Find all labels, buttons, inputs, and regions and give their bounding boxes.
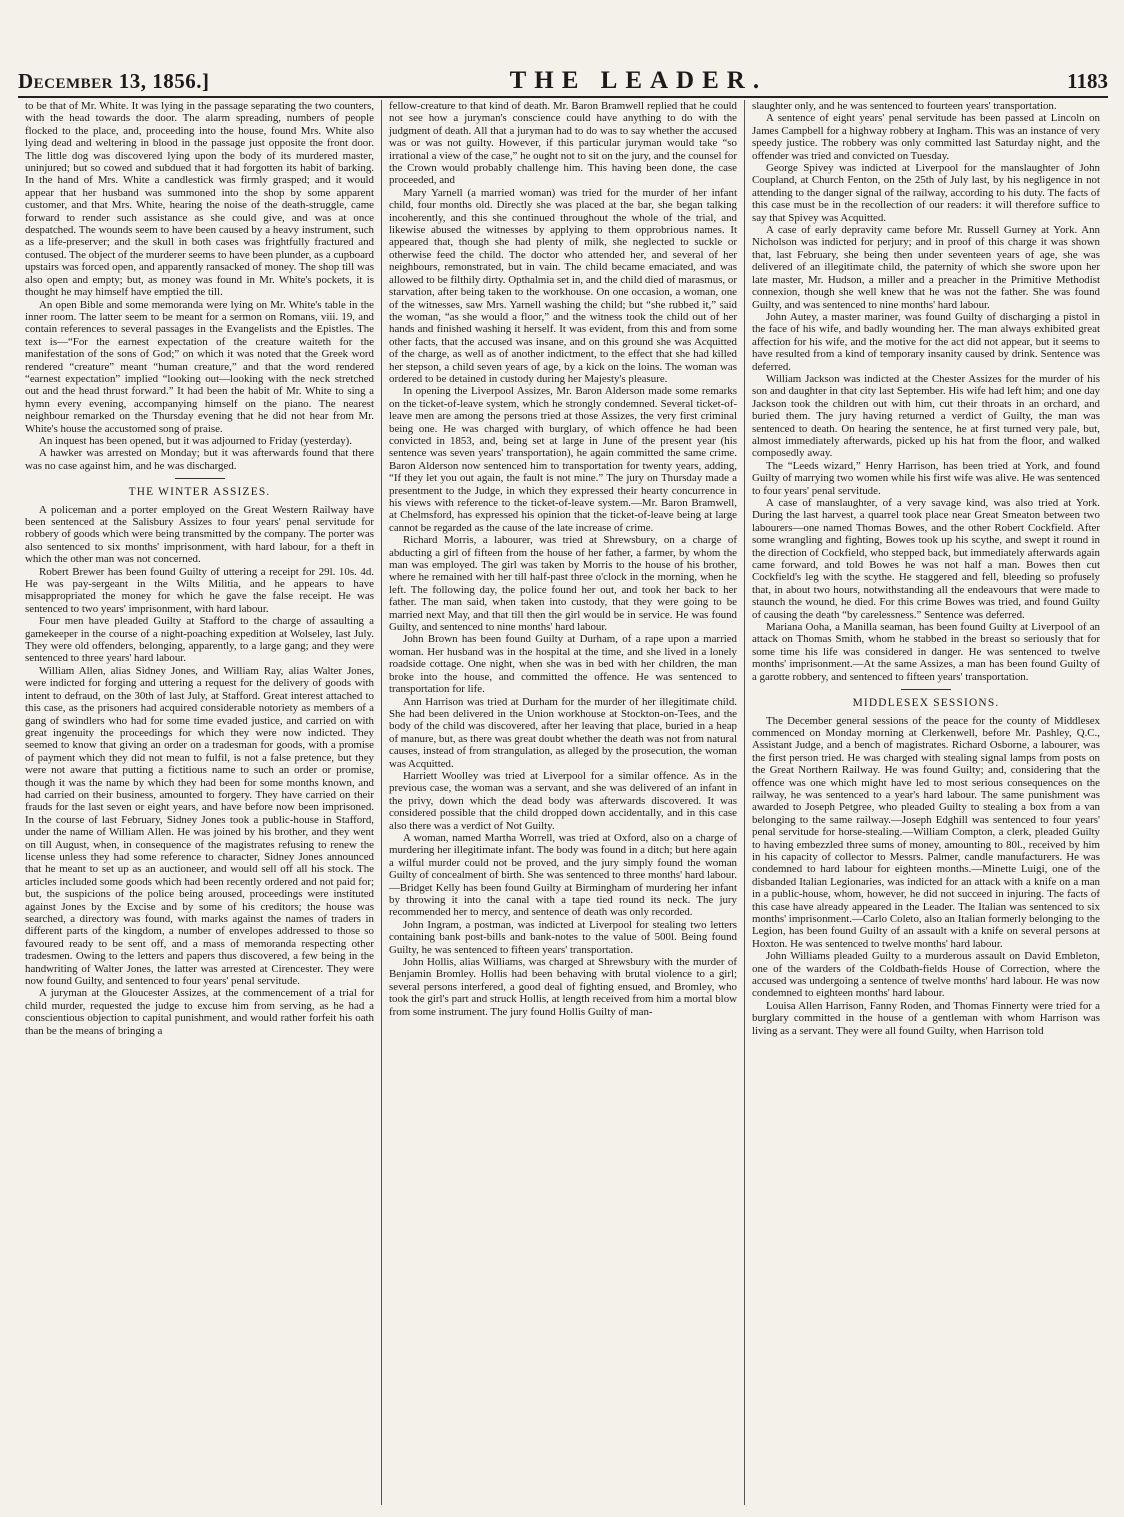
section-divider — [901, 689, 951, 690]
paragraph: John Autey, a master mariner, was found Guilty of discharging a pistol in the face of his wife, and badly wounding her. The man always exhibited great affection for his wife, and the motive for the act did not appear, but it seems to have resulted from a kind of temporary insanity caused by drink. Sentence was deferred. — [752, 310, 1100, 373]
paragraph: The December general sessions of the peace for the county of Middlesex commenced on Monday morning at Clerkenwell, before Mr. Pashley, Q.C., Assistant Judge, and a bench of magistrates. Richard Osborne, a labourer, was the first person tried. He was charged with stealing signal lamps from posts on the Great Northern Railway. He was found Guilty; and, considering that the offence was one which might have led to most serious consequences on the railway, he was sentenced to a year's hard labour. The same punishment was awarded to Joseph Petgree, who pleaded Guilty to stealing a box from a van belonging to the same railway.—Joseph Edghill was sentenced to four years' penal servitude for horse-stealing.—William Compton, a clerk, pleaded Guilty to having embezzled three sums of money, amounting to 80l., received by him in his capacity of collector to Messrs. Palmer, candle manufacturers. He was condemned to hard labour for eighteen months.—Minette Luigi, one of the disbanded Italian Legionaries, was indicted for an attack with a knife on a man in a public-house, whom, however, he did not succeed in injuring. The facts of this case have already appeared in the Leader. The Italian was sentenced to six months' imprisonment.—Carlo Coleto, also an Italian formerly belonging to the Legion, has been found Guilty of an assault with a knife on several persons at Hoxton. He was sentenced to twelve months' hard labour. — [752, 714, 1100, 950]
paragraph: Four men have pleaded Guilty at Stafford to the charge of assaulting a gamekeeper in the course of a night-poaching expedition at Wolseley, last July. They were old offenders, belonging, apparently, to a large gang; and they were sentenced to three years' hard labour. — [25, 615, 374, 665]
paragraph: William Allen, alias Sidney Jones, and William Ray, alias Walter Jones, were indicted for forging and uttering a request for the delivery of goods with intent to defraud, on the 30th of last July, at Stafford. Great interest attached to this case, as the prisoners had acquired considerable notoriety as members of a gang of swindlers who had for some time evaded justice, and carried on with great ingenuity the proceedings for which they were now indicted. They seemed to know that giving an order on a tradesman for goods, with a promise of payment which they did not mean to fulfil, is not a false pretence, but they were not aware that putting a fictitious name to such an order or promise, though it was the name by which they had been for some months known, and had carried on their business, amounted to forgery. They have carried on their frauds for the last seven or eight years, and have before now been imprisoned. In the course of last February, Sidney Jones took a public-house in Stafford, under the name of William Allen. He was joined by his brother, and they went on till August, when, in consequence of the magistrates refusing to renew the license unless they had some reference to character, Sidney Jones announced that he meant to set up as an auctioneer, and would sell off all his stock. The articles included some goods which had been recently ordered and not paid for; but, the suspicions of the police being aroused, proceedings were instituted against Jones by the Excise and by some of his creditors; the house was searched, a directory was found, with marks against the names of traders in different parts of the kingdom, a number of envelopes addressed to those so favoured ready to be sent off, and a mass of memoranda respecting other tradesmen. Owing to the letters and papers thus discovered, a few being in the handwriting of Walter Jones, the latter was arrested at Cirencester. They were now found Guilty, and sentenced to four years' penal servitude. — [25, 664, 374, 988]
paragraph: John Williams pleaded Guilty to a murderous assault on David Embleton, one of the warders of the Coldbath-fields House of Correction, where the accused was undergoing a sentence of twelve months' hard labour. He was now condemned to eighteen months' hard labour. — [752, 950, 1100, 1000]
paragraph: fellow-creature to that kind of death. Mr. Baron Bramwell replied that he could not see how a juryman's conscience could have anything to do with the judgment of death. All that a juryman had to do was to say whether the accused was or was not guilty. However, if this particular juryman would take “so irrational a view of the case,” he ought not to sit on the jury, and the counsel for the Crown would probably challenge him. This having been done, the case proceeded, and — [389, 100, 737, 187]
paragraph: The “Leeds wizard,” Henry Harrison, has been tried at York, and found Guilty of marrying two women while his first wife was alive. He was sentenced to four years' penal servitude. — [752, 459, 1100, 497]
section-divider — [175, 478, 225, 479]
masthead — [18, 60, 1108, 98]
paragraph: William Jackson was indicted at the Chester Assizes for the murder of his son and daughter in that city last September. His wife had left him; and one day Jackson took the children out with him, cut their throats in an orchard, and buried them. The jury having returned a verdict of Guilty, the man was sentenced to death. On hearing the sentence, he at first turned very pale, but, almost immediately afterwards, picked up his hat from the floor, and walked composedly away. — [752, 372, 1100, 460]
page-number: 1183 — [1067, 69, 1108, 93]
paragraph: A hawker was arrested on Monday; but it was afterwards found that there was no case against him, and he was discharged. — [25, 447, 374, 472]
column-3 — [744, 100, 1107, 1505]
paragraph: A policeman and a porter employed on the Great Western Railway have been sentenced at the Salisbury Assizes to four years' penal servitude for robbery of goods which were being transmitted by the company. The porter was also sentenced to six months' imprisonment, with hard labour, for a theft in which the other man was not concerned. — [25, 503, 374, 566]
paragraph: In opening the Liverpool Assizes, Mr. Baron Alderson made some remarks on the ticket-of-leave system, which he strongly condemned. Several ticket-of-leave men are among the persons tried at those Assizes, the very first criminal being one. He was charged with burglary, of which offence he had been convicted in 1853, and, being set at large in June of the present year (his sentence was seven years' transportation), he again committed the same crime. Baron Alderson now sentenced him to transportation for twenty years, adding, “If they let you out again, the fault is not mine.” The jury on Thursday made a presentment to the Judge, in which they expressed their hearty concurrence in his views with reference to the ticket-of-leave system.—Mr. Baron Bramwell, at Chelmsford, has expressed his opinion that the ticket-of-leave being at large cannot be regarded as the cause of the late increase of crime. — [389, 385, 737, 534]
paragraph: A case of manslaughter, of a very savage kind, was also tried at York. During the last harvest, a quarrel took place near Great Smeaton between two labourers—one named Thomas Bowes, and the other Robert Cockfield. After some wrangling and fighting, Bowes took up his scythe, and swept it round in the direction of Cockfield, who stepped back, but immediately afterwards again came forward, and told Bowes he was not half a man. Bowes then cut Cockfield's leg with the scythe. He staggered and fell, bleeding so profusely that, in about two hours, notwithstanding all the endeavours that were made to staunch the wound, he died. For this crime Bowes was tried, and found Guilty of causing the death “by carelessness.” Sentence was deferred. — [752, 497, 1100, 621]
paragraph: Mariana Ooha, a Manilla seaman, has been found Guilty at Liverpool of an attack on Thomas Smith, whom he stabbed in the breast so seriously that for some time his life was considered in danger. He was sentenced to twelve months' imprisonment.—At the same Assizes, a man has been found Guilty of a garotte robbery, and sentenced to fifteen years' transportation. — [752, 621, 1100, 683]
column-2 — [381, 100, 744, 1505]
paragraph: Mary Yarnell (a married woman) was tried for the murder of her infant child, four months old. Directly she was placed at the bar, she began talking incoherently, and this she continued throughout the whole of the trial, and likewise abused the witnesses by applying to them opprobrious names. It appeared that, though she had plenty of milk, she neglected to suckle or otherwise feed the child. The doctor who attended her, and several of her neighbours, remonstrated, but in vain. The child became emaciated, and was allowed to be filthily dirty. Opthalmia set in, and the child died of marasmus, or starvation, after being taken to the workhouse. On one occasion, a woman, one of the witnesses, saw Mrs. Yarnell washing the child; but “she rubbed it,” said the woman, “as she would a floor,” and the witness took the child out of her hands and finished washing it herself. It was evident, from this and from some other facts, that the accused was insane, and on this ground she was Acquitted of the charge, as well as of another indictment, to the effect that she had killed her stepson, a child seven years of age, by a kick on the loins. The woman was ordered to be detained in custody during her Majesty's pleasure. — [389, 186, 737, 385]
paragraph: A woman, named Martha Worrell, was tried at Oxford, also on a charge of murdering her illegitimate infant. The body was found in a ditch; but here again a wilful murder could not be proved, and the jury simply found the woman Guilty of concealment of birth. She was sentenced to three months' hard labour.—Bridget Kelly has been found Guilty at Birmingham of murdering her infant by throwing it into the canal with a tape tied round its neck. The jury recommended her to mercy, and sentence of death was only recorded. — [389, 831, 737, 919]
paragraph: Louisa Allen Harrison, Fanny Roden, and Thomas Finnerty were tried for a burglary committed in the house of a gentleman with whom Harrison was living as a servant. They were all found Guilty, when Harrison told — [752, 999, 1100, 1037]
paragraph: Ann Harrison was tried at Durham for the murder of her illegitimate child. She had been delivered in the Union workhouse at Stockton-on-Tees, and the body of the child was discovered, after her leaving that place, buried in a heap of manure, but, as there was great doubt whether the death was not from natural causes, instead of from strangulation, as alleged by the prosecution, the woman was Acquitted. — [389, 695, 737, 770]
paragraph: Robert Brewer has been found Guilty of uttering a receipt for 29l. 10s. 4d. He was pay-sergeant in the Wilts Militia, and he appears to have misappropriated the money for which he gave the false receipt. He was sentenced to two years' imprisonment, with hard labour. — [25, 565, 374, 615]
paragraph: John Ingram, a postman, was indicted at Liverpool for stealing two letters containing bank post-bills and bank-notes to the value of 500l. Being found Guilty, he was sentenced to fifteen years' transportation. — [389, 918, 737, 956]
section-heading-winter-assizes: THE WINTER ASSIZES. — [128, 486, 271, 499]
paragraph: George Spivey was indicted at Liverpool for the manslaughter of John Coupland, at Church Fenton, on the 25th of July last, by his negligence in not attending to the danger signal of the railway, according to his duty. The facts of this case must be in the recollection of our readers: it will therefore suffice to say that Spivey was Acquitted. — [752, 162, 1100, 224]
paragraph: Harriett Woolley was tried at Liverpool for a similar offence. As in the previous case, the woman was a servant, and she was delivered of an infant in the privy, down which the dead body was afterwards discovered. It was considered possible that the child dropped down accidentally, and in this case also there was a verdict of Not Guilty. — [389, 769, 737, 832]
paragraph: A juryman at the Gloucester Assizes, at the commencement of a trial for child murder, requested the judge to excuse him from serving, as he had a conscientious objection to capital punishment, and would rather forfeit his oath than be the means of bringing a — [25, 987, 374, 1037]
section-heading-middlesex-sessions: MIDDLESEX SESSIONS. — [852, 697, 1000, 710]
paragraph: Richard Morris, a labourer, was tried at Shrewsbury, on a charge of abducting a girl of fifteen from the house of her father, a farmer, by whom the man was employed. The girl was taken by Morris to the house of his brother, where he remained with her till half-past three o'clock in the morning, when he left. The following day, the police found her out, and took her back to her father. The man said, when taken into custody, that they were going to be married next May, and that till then the girl would be in service. He was found Guilty, and sentenced to nine months' hard labour. — [389, 534, 737, 634]
paragraph: An open Bible and some memoranda were lying on Mr. White's table in the inner room. The latter seem to be meant for a sermon on Romans, viii. 19, and contain references to several passages in the Evangelists and the Epistles. The text is—“For the earnest expectation of the creature waiteth for the manifestation of the sons of God;” on which it was noted that the Greek word rendered “creature” meant “human creature,” and that the word rendered “earnest expectation” implied “looking out—looking with the neck stretched out and the head thrust forward.” It had been the habit of Mr. White to sing a hymn every evening, accompanying himself on the piano. The nearest neighbour remarked on the Thursday evening that he did not hear from Mr. White's house the accustomed song of praise. — [25, 298, 374, 435]
paragraph: to be that of Mr. White. It was lying in the passage separating the two counters, with the head towards the door. The alarm spreading, numbers of people flocked to the place, and, proceeding into the house, found Mrs. White also lying dead and weltering in blood in the passage just opposite the front door. The little dog was discovered lying upon the body of its murdered master, uninjured; but so cowed and subdued that it had forgotten its habit of barking. In the hand of Mrs. White a candlestick was firmly grasped; and it would appear that her husband was summoned into the shop by some apparent customer, and that Mrs. White, hearing the noise of the death-struggle, came forward to render such assistance as she could give, and was at once despatched. The wounds seem to have been caused by a heavy instrument, such as a life-preserver; and the skull in both cases was frightfully fractured and contused. The object of the murderer seems to have been plunder, as a cupboard upstairs was forced open, and apparently ransacked of money. The shop till was also open and empty; but, as money was found in Mr. White's pockets, it is thought he may himself have emptied the till. — [25, 100, 374, 299]
paragraph: slaughter only, and he was sentenced to fourteen years' transportation. — [752, 100, 1057, 112]
paragraph: An inquest has been opened, but it was adjourned to Friday (yesterday). — [39, 434, 353, 447]
column-1 — [18, 100, 381, 1505]
paragraph: A case of early depravity came before Mr. Russell Gurney at York. Ann Nicholson was indicted for perjury; and in proof of this charge it was shown that, last February, she being then under seventeen years of age, she was delivered of an illegitimate child, the paternity of which she swore upon her late master, Mr. Hudson, a miller and a preacher in the Primitive Methodist connexion, though she well knew that he was not the father. She was found Guilty, and was sentenced to nine months' hard labour. — [752, 224, 1100, 311]
paragraph: John Hollis, alias Williams, was charged at Shrewsbury with the murder of Benjamin Bromley. Hollis had been behaving with brutal violence to a girl; several persons interfered, a good deal of fighting ensued, and Bromley, who took the girl's part and struck Hollis, at length received from him a mortal blow from some instrument. The jury found Hollis Guilty of man- — [389, 956, 737, 1018]
newspaper-title: THE LEADER. — [509, 67, 768, 94]
paragraph: John Brown has been found Guilty at Durham, of a rape upon a married woman. Her husband was in the hospital at the time, and she lived in a lonely roadside cottage. One night, when she was in bed with her children, the man broke into the house, and committed the offence. He was sentenced to transportation for life. — [389, 633, 737, 696]
paragraph: A sentence of eight years' penal servitude has been passed at Lincoln on James Campbell for a highway robbery at Ingham. This was an instance of very speedy justice. The robbery was only committed last Saturday night, and the offender was tried and convicted on Tuesday. — [752, 112, 1100, 162]
issue-date: December 13, 1856.] — [18, 69, 210, 93]
article-columns — [18, 100, 1108, 1505]
